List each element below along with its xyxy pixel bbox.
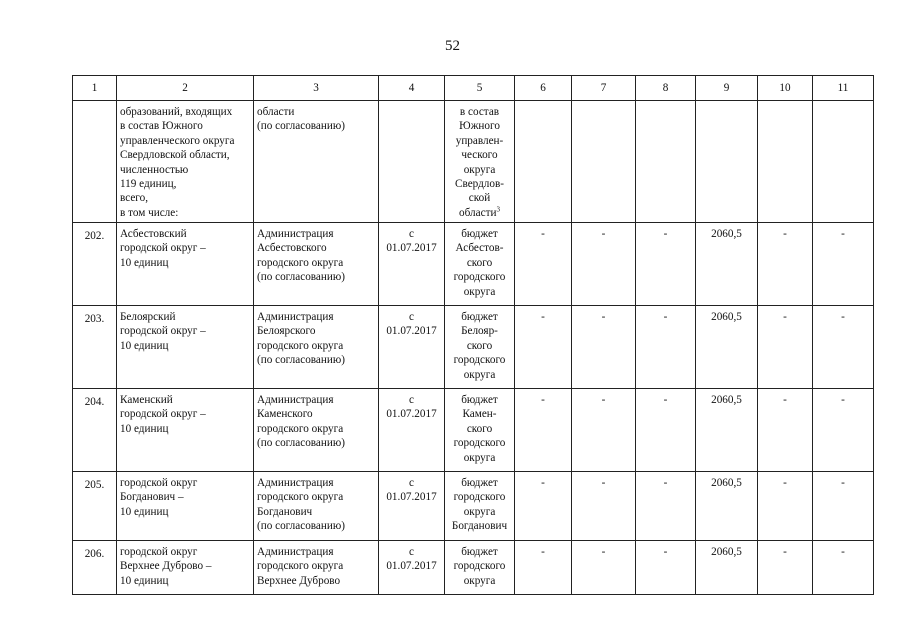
cell-name [117, 101, 254, 223]
cell-amount: 2060,5 [696, 389, 758, 472]
cell-name [117, 223, 254, 306]
text-line: городского [453, 354, 506, 367]
text-line: 01.07.2017 [386, 242, 437, 255]
text-line: Администрация [257, 228, 334, 240]
footnote-mark: 3 [496, 205, 500, 214]
text-line: Белоярский [120, 311, 176, 323]
cell-col6: - [515, 541, 572, 595]
text-line: Богданович [257, 505, 313, 518]
text-line: 01.07.2017 [386, 491, 437, 504]
cell-col7: - [572, 223, 636, 306]
cell-amount: 2060,5 [696, 472, 758, 541]
text-line: Богданович – [120, 491, 184, 504]
text-line: Верхнее Дуброво – [120, 560, 212, 573]
table-row [73, 472, 874, 541]
text-line: ского [466, 256, 493, 269]
text-line: Асбестовский [120, 228, 187, 240]
header-cell: 8 [636, 76, 696, 101]
text-line: области$^3$ [459, 205, 500, 219]
cell-executor [254, 101, 379, 223]
cell-num: 202. [73, 223, 117, 306]
text-line: численностью [120, 163, 189, 176]
text-line: Камен- [462, 408, 497, 421]
cell-col7: - [572, 306, 636, 389]
text-line: Администрация [257, 546, 334, 558]
text-line: городского округа [257, 491, 344, 504]
text-line: Богданович [451, 520, 508, 533]
text-line: городского округа [257, 422, 344, 435]
text-line: городского [453, 491, 506, 504]
header-cell: 7 [572, 76, 636, 101]
text-line: области [257, 106, 295, 118]
text-line: округа [463, 368, 496, 381]
header-cell: 11 [813, 76, 874, 101]
text-line: (по согласованию) [257, 120, 345, 133]
text-line: в том числе: [120, 206, 179, 219]
text-line: городской округ – [120, 408, 206, 421]
table-row [73, 223, 874, 306]
text-line: с [409, 546, 414, 558]
text-line: с [409, 477, 414, 489]
text-line: в состав Южного [120, 120, 203, 133]
page-number: 52 [445, 38, 460, 54]
cell-executor [254, 541, 379, 595]
text-line: бюджет [461, 546, 498, 558]
text-line: 119 единиц, [120, 178, 177, 191]
text-line: Южного [459, 120, 500, 133]
cell-col8: - [636, 541, 696, 595]
text-line: городского [453, 271, 506, 284]
text-line: городского округа [257, 256, 344, 269]
cell-executor [254, 223, 379, 306]
cell-col7: - [572, 472, 636, 541]
cell-empty [696, 101, 758, 223]
text-line: городской округ – [120, 242, 206, 255]
cell-amount: 2060,5 [696, 541, 758, 595]
cell-col8: - [636, 223, 696, 306]
cell-col6: - [515, 306, 572, 389]
header-row [73, 76, 874, 101]
cell-num: 203. [73, 306, 117, 389]
table-row [73, 541, 874, 595]
cell-date [379, 472, 445, 541]
cell-amount: 2060,5 [696, 306, 758, 389]
text-line: образований, входящих [120, 106, 233, 118]
cell-col6: - [515, 389, 572, 472]
text-line: (по согласованию) [257, 520, 345, 533]
text-line: округа [463, 285, 496, 298]
cell-col8: - [636, 472, 696, 541]
cell-num: 206. [73, 541, 117, 595]
header-cell: 2 [117, 76, 254, 101]
cell-col11: - [813, 223, 874, 306]
text-line: ского [466, 339, 493, 352]
text-line: Асбестовского [257, 242, 327, 255]
table-row-continuation [73, 101, 874, 223]
cell-empty [636, 101, 696, 223]
cell-date [379, 101, 445, 223]
cell-source [445, 541, 515, 595]
text-line: Свердлов- [455, 178, 504, 191]
text-line: Свердловской области, [120, 149, 230, 162]
text-line: городского [453, 560, 506, 573]
cell-date [379, 223, 445, 306]
cell-col10: - [758, 541, 813, 595]
table-row [73, 389, 874, 472]
header-cell: 6 [515, 76, 572, 101]
text-line: в состав [459, 106, 500, 118]
cell-name [117, 541, 254, 595]
cell-col6: - [515, 472, 572, 541]
text-line: Администрация [257, 394, 334, 406]
cell-col8: - [636, 389, 696, 472]
text-line: управленческого округа [120, 134, 235, 147]
text-line: Каменский [120, 394, 173, 406]
cell-executor [254, 306, 379, 389]
text-line: 01.07.2017 [386, 408, 437, 421]
text-line: городского округа [257, 560, 344, 573]
table-row [73, 306, 874, 389]
header-cell: 4 [379, 76, 445, 101]
document-table [72, 75, 874, 595]
text-line: Администрация [257, 311, 334, 323]
text-line: (по согласованию) [257, 271, 345, 284]
cell-col10: - [758, 472, 813, 541]
text-line: 01.07.2017 [386, 560, 437, 573]
text-line: Белоярского [257, 325, 316, 338]
text-line: с [409, 311, 414, 323]
text-line: городского округа [257, 339, 344, 352]
text-line: городского [453, 437, 506, 450]
text-line: ского [466, 422, 493, 435]
cell-empty [515, 101, 572, 223]
text-line: округа [463, 163, 496, 176]
text-line: 10 единиц [120, 574, 169, 587]
cell-col11: - [813, 472, 874, 541]
text-line: городской округ – [120, 325, 206, 338]
cell-name [117, 472, 254, 541]
cell-name [117, 389, 254, 472]
text-line: ской [468, 192, 491, 205]
cell-executor [254, 472, 379, 541]
text-line: управлен- [455, 134, 504, 147]
cell-amount: 2060,5 [696, 223, 758, 306]
text-line: ческого [461, 149, 498, 162]
header-cell: 9 [696, 76, 758, 101]
cell-source [445, 389, 515, 472]
cell-name [117, 306, 254, 389]
text-line: с [409, 394, 414, 406]
text-line: (по согласованию) [257, 354, 345, 367]
text-line: 10 единиц [120, 505, 169, 518]
text-line: 01.07.2017 [386, 325, 437, 338]
cell-col10: - [758, 306, 813, 389]
text-line: бюджет [461, 477, 498, 489]
cell-num [73, 101, 117, 223]
cell-empty [813, 101, 874, 223]
cell-source [445, 101, 515, 223]
cell-num: 204. [73, 389, 117, 472]
text-line: с [409, 228, 414, 240]
text-line: Администрация [257, 477, 334, 489]
cell-empty [758, 101, 813, 223]
cell-date [379, 306, 445, 389]
cell-empty [572, 101, 636, 223]
cell-executor [254, 389, 379, 472]
text-line: бюджет [461, 228, 498, 240]
text-line: Белояр- [461, 325, 498, 338]
cell-col7: - [572, 389, 636, 472]
text-line: 10 единиц [120, 422, 169, 435]
text-line: городской округ [120, 546, 198, 558]
text-line: округа [463, 505, 496, 518]
text-line: бюджет [461, 311, 498, 323]
cell-col10: - [758, 223, 813, 306]
cell-date [379, 541, 445, 595]
cell-source [445, 472, 515, 541]
text-line: бюджет [461, 394, 498, 406]
text-line: городской округ [120, 477, 198, 489]
text-line: всего, [120, 192, 148, 205]
cell-col11: - [813, 541, 874, 595]
text-line: Каменского [257, 408, 313, 421]
cell-col11: - [813, 389, 874, 472]
text-line: Верхнее Дуброво [257, 574, 341, 587]
cell-col8: - [636, 306, 696, 389]
cell-num: 205. [73, 472, 117, 541]
cell-col10: - [758, 389, 813, 472]
text-line: округа [463, 451, 496, 464]
text-line: округа [463, 574, 496, 587]
text-line: Асбестов- [455, 242, 504, 255]
header-cell: 1 [73, 76, 117, 101]
cell-source [445, 306, 515, 389]
cell-col6: - [515, 223, 572, 306]
cell-col7: - [572, 541, 636, 595]
cell-source [445, 223, 515, 306]
header-cell: 5 [445, 76, 515, 101]
cell-date [379, 389, 445, 472]
cell-col11: - [813, 306, 874, 389]
text-line: 10 единиц [120, 339, 169, 352]
text-line: (по согласованию) [257, 437, 345, 450]
header-cell: 3 [254, 76, 379, 101]
text-line: 10 единиц [120, 256, 169, 269]
header-cell: 10 [758, 76, 813, 101]
